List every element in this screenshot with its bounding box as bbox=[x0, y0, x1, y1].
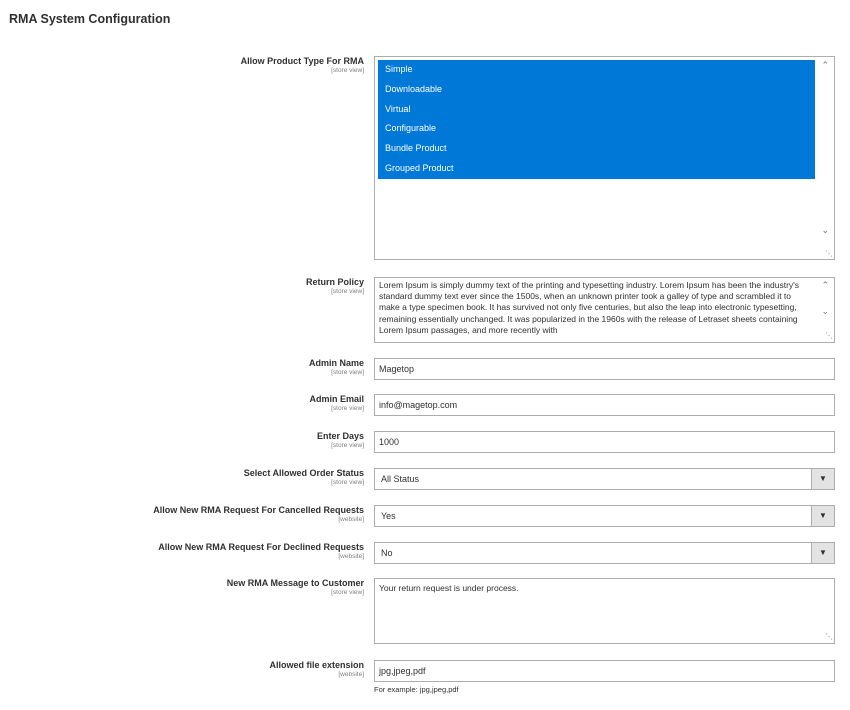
rma-message-label: New RMA Message to Customer bbox=[226, 578, 364, 588]
return-policy-scope: [store view] bbox=[331, 288, 364, 295]
product-type-option-grouped[interactable]: Grouped Product bbox=[385, 162, 454, 173]
resize-grip-icon[interactable]: ⋱ bbox=[825, 330, 832, 340]
product-type-multiselect[interactable] bbox=[374, 56, 835, 260]
section-title: RMA System Configuration bbox=[9, 12, 171, 26]
product-type-option-bundle[interactable]: Bundle Product bbox=[385, 143, 447, 154]
return-policy-label: Return Policy bbox=[305, 277, 364, 287]
cancelled-requests-label-group bbox=[4, 505, 364, 524]
dropdown-arrow-icon[interactable]: ▼ bbox=[811, 543, 834, 563]
product-type-label: Allow Product Type For RMA bbox=[240, 56, 364, 66]
rma-message-row bbox=[0, 578, 850, 644]
cancelled-requests-select[interactable] bbox=[374, 505, 835, 527]
product-type-option-configurable[interactable]: Configurable bbox=[385, 123, 437, 134]
return-policy-text: Lorem Ipsum is simply dummy text of the printing and typesetting industry. Lorem Ipsum has been the industry's standard dummy text ever since the 1500s, when an unknown printer took a galley of type and scrambled it to make a type specimen book. It has survived not only five centuries, but also the leap into electronic typesetting, remaining essentially unchanged. It was popularized in the 1960s with the release of Letraset sheets containing Lorem Ipsum passages, and more recently with bbox=[379, 280, 800, 335]
declined-requests-value: No bbox=[381, 548, 393, 558]
rma-message-text: Your return request is under process. bbox=[379, 583, 519, 593]
declined-requests-row bbox=[0, 542, 850, 564]
enter-days-label: Enter Days bbox=[316, 431, 364, 441]
product-type-scope: [store view] bbox=[331, 67, 364, 74]
admin-email-scope: [store view] bbox=[331, 405, 364, 412]
rma-message-textarea[interactable] bbox=[374, 578, 835, 644]
order-status-select[interactable] bbox=[374, 468, 835, 490]
order-status-scope: [store view] bbox=[331, 479, 364, 486]
product-type-options bbox=[378, 60, 815, 179]
return-policy-row bbox=[0, 277, 850, 343]
rma-message-scope: [store view] bbox=[331, 589, 364, 596]
admin-email-label: Admin Email bbox=[309, 394, 364, 404]
product-type-label-group bbox=[4, 56, 364, 75]
order-status-label: Select Allowed Order Status bbox=[243, 468, 364, 478]
product-type-option-virtual[interactable]: Virtual bbox=[385, 103, 411, 114]
declined-requests-label-group bbox=[4, 542, 364, 561]
chevron-down-icon[interactable]: ⌄ bbox=[821, 306, 829, 316]
return-policy-label-group bbox=[4, 277, 364, 296]
product-type-option-downloadable[interactable]: Downloadable bbox=[385, 83, 443, 94]
dropdown-arrow-icon[interactable]: ▼ bbox=[811, 506, 834, 526]
order-status-row bbox=[0, 468, 850, 490]
file-extension-label-group bbox=[4, 660, 364, 679]
admin-email-input[interactable]: info@magetop.com bbox=[374, 394, 835, 416]
file-extension-label: Allowed file extension bbox=[269, 660, 364, 670]
resize-grip-icon[interactable]: ⋱ bbox=[825, 249, 832, 258]
chevron-down-icon[interactable]: ⌄ bbox=[821, 225, 829, 235]
order-status-label-group bbox=[4, 468, 364, 487]
admin-email-label-group bbox=[4, 394, 364, 413]
admin-name-label-group bbox=[4, 358, 364, 377]
cancelled-requests-scope: [website] bbox=[338, 516, 364, 523]
cancelled-requests-label: Allow New RMA Request For Cancelled Requests bbox=[153, 505, 364, 515]
chevron-up-icon[interactable]: ⌃ bbox=[821, 60, 829, 70]
resize-grip-icon[interactable]: ⋱ bbox=[825, 631, 832, 641]
declined-requests-select[interactable] bbox=[374, 542, 835, 564]
product-type-option-simple[interactable]: Simple bbox=[385, 64, 413, 74]
declined-requests-label: Allow New RMA Request For Declined Requests bbox=[158, 542, 364, 552]
rma-message-label-group bbox=[4, 578, 364, 597]
file-extension-input[interactable]: jpg,jpeg,pdf bbox=[374, 660, 835, 682]
admin-name-label: Admin Name bbox=[308, 358, 364, 368]
enter-days-label-group bbox=[4, 431, 364, 450]
return-policy-textarea[interactable] bbox=[374, 277, 835, 343]
order-status-value: All Status bbox=[381, 474, 420, 484]
admin-name-input[interactable]: Magetop bbox=[374, 358, 835, 380]
cancelled-requests-value: Yes bbox=[381, 511, 396, 521]
admin-name-scope: [store view] bbox=[331, 369, 364, 376]
file-extension-note: For example: jpg,jpeg,pdf bbox=[374, 685, 459, 694]
product-type-row bbox=[0, 56, 850, 260]
declined-requests-scope: [website] bbox=[338, 553, 364, 560]
chevron-up-icon[interactable]: ⌃ bbox=[821, 280, 829, 290]
dropdown-arrow-icon[interactable]: ▼ bbox=[811, 469, 834, 489]
enter-days-scope: [store view] bbox=[331, 442, 364, 449]
cancelled-requests-row bbox=[0, 505, 850, 527]
file-extension-scope: [website] bbox=[338, 671, 364, 678]
enter-days-input[interactable]: 1000 bbox=[374, 431, 835, 453]
